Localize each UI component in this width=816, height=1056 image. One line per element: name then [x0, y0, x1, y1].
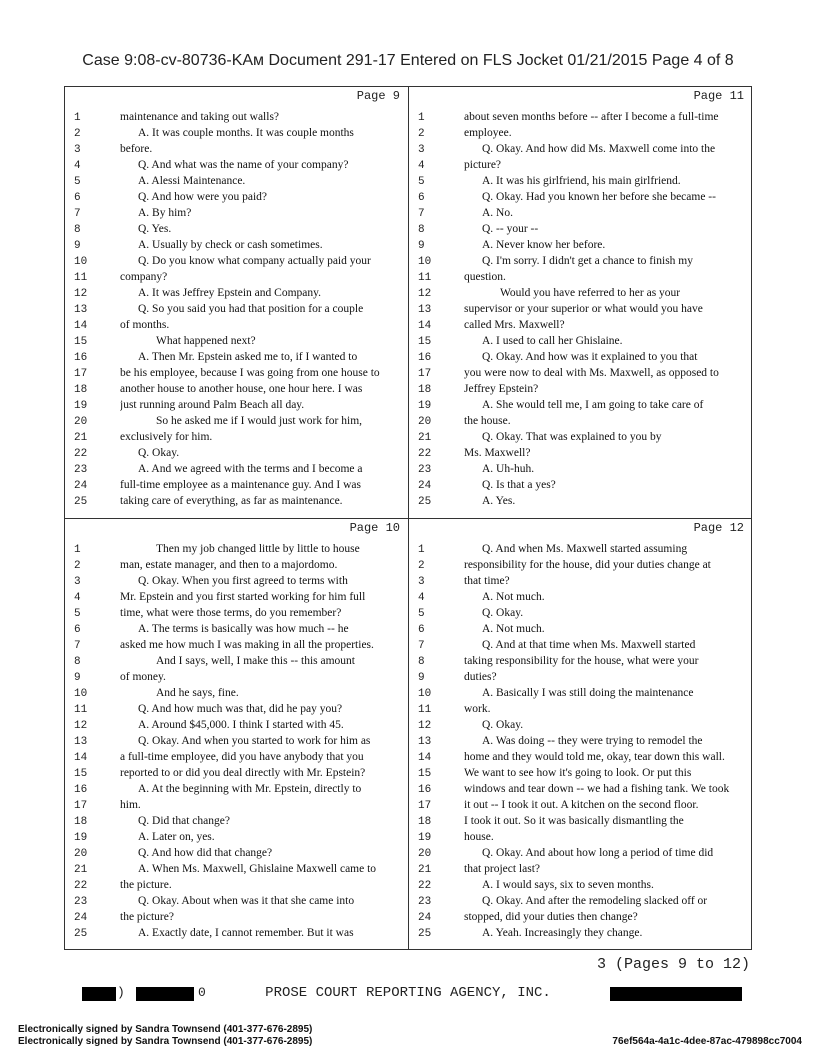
line-number: 3: [418, 144, 425, 156]
line-number: 25: [74, 928, 88, 940]
transcript-line: A. It was Jeffrey Epstein and Company.: [138, 287, 322, 299]
line-number: 5: [74, 608, 81, 620]
transcript-line: question.: [464, 271, 506, 283]
line-number: 23: [74, 896, 88, 908]
line-number: 24: [418, 480, 432, 492]
transcript-line: maintenance and taking out walls?: [120, 111, 280, 123]
transcript-line: What happened next?: [156, 335, 256, 347]
line-number: 18: [418, 816, 432, 828]
transcript-line: Q. Did that change?: [138, 815, 230, 827]
line-number: 17: [74, 800, 88, 812]
transcript-line: you were now to deal with Ms. Maxwell, as opposed to: [464, 367, 719, 379]
transcript-line: A. And we agreed with the terms and I become a: [138, 463, 363, 475]
transcript-line: Q. And how did that change?: [138, 847, 273, 859]
line-number: 10: [74, 688, 88, 700]
line-number: 25: [418, 928, 432, 940]
line-number: 20: [418, 416, 432, 428]
line-number: 12: [74, 288, 88, 300]
line-number: 5: [74, 176, 81, 188]
transcript-line: the picture?: [120, 911, 174, 923]
transcript-line: home and they would told me, okay, tear down this wall.: [464, 751, 725, 763]
transcript-line: Q. Okay. Had you known her before she became --: [482, 191, 716, 203]
transcript-line: Q. Okay.: [138, 447, 180, 459]
line-number: 1: [74, 112, 81, 124]
transcript-line: A. I would says, six to seven months.: [482, 879, 654, 891]
transcript-line: just running around Palm Beach all day.: [120, 399, 305, 411]
transcript-line: Would you have referred to her as your: [500, 287, 681, 299]
transcript-line: taking responsibility for the house, what were your: [464, 655, 699, 667]
line-number: 5: [418, 608, 425, 620]
line-number: 11: [418, 704, 432, 716]
line-number: 1: [418, 112, 425, 124]
transcript-line: A. She would tell me, I am going to take care of: [482, 399, 704, 411]
redaction-bar: [610, 987, 742, 1001]
transcript-line: We want to see how it's going to look. Or put this: [464, 767, 692, 779]
transcript-line: Q. Okay. That was explained to you by: [482, 431, 662, 443]
line-number: 3: [74, 576, 81, 588]
transcript-line: company?: [120, 271, 168, 283]
transcript-line: A. By him?: [138, 207, 192, 219]
transcript-line: A. It was couple months. It was couple months: [138, 127, 354, 139]
line-number: 20: [74, 848, 88, 860]
line-number: 7: [74, 208, 81, 220]
transcript-line: Q. Okay. And how did Ms. Maxwell come into the: [482, 143, 716, 155]
electronic-signature-line: Electronically signed by Sandra Townsend (401-377-676-2895): [18, 1024, 313, 1035]
transcript-line: Q. And how much was that, did he pay you?: [138, 703, 343, 715]
transcript-line: A. Around $45,000. I think I started with 45.: [138, 719, 344, 731]
transcript-line: a full-time employee, did you have anybody that you: [120, 751, 364, 763]
line-number: 4: [418, 160, 425, 172]
agency-name: PROSE COURT REPORTING AGENCY, INC.: [265, 985, 551, 1001]
transcript-line: Q. -- your --: [482, 223, 539, 235]
transcript-line: Then my job changed little by little to house: [156, 543, 360, 555]
transcript-line: Q. Yes.: [138, 223, 172, 235]
transcript-line: I took it out. So it was basically dismantling the: [464, 815, 684, 827]
redaction-fragment: 0: [198, 985, 206, 1000]
transcript-line: A. Uh-huh.: [482, 463, 535, 475]
line-number: 12: [418, 720, 432, 732]
transcript-line: Jeffrey Epstein?: [464, 383, 539, 395]
transcript-line: Q. Is that a yes?: [482, 479, 556, 491]
transcript-line: Q. And when Ms. Maxwell started assuming: [482, 543, 688, 555]
transcript-line: reported to or did you deal directly with Mr. Epstein?: [120, 767, 366, 779]
line-number: 14: [418, 320, 432, 332]
transcript-line: asked me how much I was making in all the properties.: [120, 639, 374, 651]
line-number: 22: [418, 880, 432, 892]
line-number: 20: [418, 848, 432, 860]
transcript-line: A. Later on, yes.: [138, 831, 215, 843]
line-number: 17: [418, 368, 432, 380]
line-number: 6: [418, 624, 425, 636]
line-number: 2: [418, 560, 425, 572]
line-number: 9: [418, 240, 425, 252]
line-number: 18: [418, 384, 432, 396]
line-number: 25: [74, 496, 88, 508]
transcript-line: A. It was his girlfriend, his main girlfriend.: [482, 175, 681, 187]
transcript-line: supervisor or your superior or what would you have: [464, 303, 703, 315]
transcript-line: work.: [464, 703, 491, 715]
line-number: 4: [418, 592, 425, 604]
transcript-line: Q. Okay.: [482, 607, 524, 619]
line-number: 2: [74, 560, 81, 572]
transcript-line: A. Not much.: [482, 591, 545, 603]
line-number: 5: [418, 176, 425, 188]
transcript-line: So he asked me if I would just work for him,: [156, 415, 363, 427]
page-number-label: Page 10: [349, 521, 400, 535]
line-number: 10: [418, 256, 432, 268]
line-number: 21: [74, 432, 88, 444]
transcript-line: full-time employee as a maintenance guy. And I was: [120, 479, 361, 491]
transcript-line: Q. And how were you paid?: [138, 191, 268, 203]
transcript-line: A. When Ms. Maxwell, Ghislaine Maxwell came to: [138, 863, 377, 875]
line-number: 4: [74, 592, 81, 604]
line-number: 21: [74, 864, 88, 876]
transcript-panel-page-10: [64, 518, 408, 950]
transcript-line: that time?: [464, 575, 510, 587]
transcript-line: house.: [464, 831, 494, 843]
page-range-label: 3 (Pages 9 to 12): [596, 956, 750, 973]
line-number: 8: [418, 656, 425, 668]
transcript-line: him.: [120, 799, 141, 811]
transcript-line: A. Not much.: [482, 623, 545, 635]
transcript-line: A. Usually by check or cash sometimes.: [138, 239, 323, 251]
transcript-line: the picture.: [120, 879, 172, 891]
line-number: 2: [74, 128, 81, 140]
line-number: 15: [74, 336, 88, 348]
transcript-line: the house.: [464, 415, 511, 427]
line-number: 3: [418, 576, 425, 588]
transcript-line: responsibility for the house, did your duties change at: [464, 559, 711, 571]
line-number: 9: [74, 672, 81, 684]
transcript-panel-page-12: [408, 518, 752, 950]
line-number: 16: [418, 352, 432, 364]
transcript-line: duties?: [464, 671, 497, 683]
line-number: 24: [418, 912, 432, 924]
line-number: 23: [418, 896, 432, 908]
transcript-line: about seven months before -- after I become a full-time: [464, 111, 719, 123]
transcript-line: A. Never know her before.: [482, 239, 606, 251]
line-number: 10: [418, 688, 432, 700]
line-number: 16: [74, 352, 88, 364]
transcript-line: A. Was doing -- they were trying to remodel the: [482, 735, 703, 747]
line-number: 14: [74, 752, 88, 764]
transcript-line: Mr. Epstein and you first started working for him full: [120, 591, 366, 603]
transcript-line: Q. Okay. And after the remodeling slacked off or: [482, 895, 708, 907]
line-number: 19: [418, 400, 432, 412]
transcript-line: Ms. Maxwell?: [464, 447, 531, 459]
line-number: 12: [74, 720, 88, 732]
line-number: 22: [74, 880, 88, 892]
transcript-line: Q. I'm sorry. I didn't get a chance to finish my: [482, 255, 693, 267]
transcript-line: A. The terms is basically was how much -- he: [138, 623, 349, 635]
line-number: 23: [418, 464, 432, 476]
transcript-panel-page-9: [64, 86, 408, 518]
transcript-line: Q. Do you know what company actually paid your: [138, 255, 371, 267]
transcript-line: Q. Okay. And about how long a period of time did: [482, 847, 714, 859]
line-number: 19: [74, 832, 88, 844]
line-number: 3: [74, 144, 81, 156]
line-number: 4: [74, 160, 81, 172]
line-number: 17: [74, 368, 88, 380]
transcript-line: A. Alessi Maintenance.: [138, 175, 246, 187]
line-number: 12: [418, 288, 432, 300]
line-number: 6: [418, 192, 425, 204]
transcript-line: Q. And what was the name of your company?: [138, 159, 349, 171]
transcript-line: it out -- I took it out. A kitchen on the second floor.: [464, 799, 699, 811]
transcript-line: stopped, did your duties then change?: [464, 911, 638, 923]
line-number: 8: [74, 224, 81, 236]
transcript-line: A. No.: [482, 207, 513, 219]
case-header: Case 9:08-cv-80736-KAᴍ Document 291-17 Entered on FLS Jocket 01/21/2015 Page 4 of 8: [82, 52, 734, 69]
page-number-label: Page 9: [356, 89, 400, 103]
line-number: 19: [418, 832, 432, 844]
document-hash: 76ef564a-4a1c-4dee-87ac-479898cc7004: [612, 1036, 802, 1047]
transcript-panel-page-11: [408, 86, 752, 518]
transcript-line: time, what were those terms, do you remember?: [120, 607, 342, 619]
transcript-line: picture?: [464, 159, 502, 171]
electronic-signature-line: Electronically signed by Sandra Townsend (401-377-676-2895): [18, 1036, 313, 1047]
line-number: 11: [74, 704, 88, 716]
line-number: 17: [418, 800, 432, 812]
transcript-line: Q. So you said you had that position for a couple: [138, 303, 364, 315]
transcript-line: A. I used to call her Ghislaine.: [482, 335, 623, 347]
transcript-line: before.: [120, 143, 153, 155]
line-number: 22: [74, 448, 88, 460]
line-number: 10: [74, 256, 88, 268]
line-number: 8: [74, 656, 81, 668]
transcript-line: called Mrs. Maxwell?: [464, 319, 565, 331]
line-number: 23: [74, 464, 88, 476]
line-number: 21: [418, 432, 432, 444]
transcript-line: And he says, fine.: [156, 687, 239, 699]
transcript-line: man, estate manager, and then to a majordomo.: [120, 559, 338, 571]
line-number: 18: [74, 384, 88, 396]
line-number: 7: [418, 640, 425, 652]
page-number-label: Page 11: [693, 89, 744, 103]
line-number: 14: [418, 752, 432, 764]
line-number: 25: [418, 496, 432, 508]
line-number: 7: [74, 640, 81, 652]
transcript-line: taking care of everything, as far as maintenance.: [120, 495, 343, 507]
line-number: 1: [74, 544, 81, 556]
line-number: 11: [418, 272, 432, 284]
transcript-line: A. Then Mr. Epstein asked me to, if I wanted to: [138, 351, 358, 363]
transcript-line: employee.: [464, 127, 512, 139]
line-number: 11: [74, 272, 88, 284]
transcript-line: exclusively for him.: [120, 431, 213, 443]
line-number: 13: [74, 304, 88, 316]
transcript-line: be his employee, because I was going from one house to: [120, 367, 380, 379]
line-number: 22: [418, 448, 432, 460]
line-number: 9: [74, 240, 81, 252]
line-number: 13: [418, 736, 432, 748]
line-number: 24: [74, 912, 88, 924]
transcript-line: of months.: [120, 319, 170, 331]
line-number: 8: [418, 224, 425, 236]
transcript-line: A. Exactly date, I cannot remember. But it was: [138, 927, 354, 939]
transcript-line: Q. And at that time when Ms. Maxwell started: [482, 639, 696, 651]
line-number: 13: [418, 304, 432, 316]
transcript-line: windows and tear down -- we had a fishing tank. We took: [464, 783, 730, 795]
transcript-line: Q. Okay. And when you started to work for him as: [138, 735, 371, 747]
line-number: 9: [418, 672, 425, 684]
transcript-line: that project last?: [464, 863, 540, 875]
line-number: 19: [74, 400, 88, 412]
transcript-line: Q. Okay. And how was it explained to you that: [482, 351, 698, 363]
line-number: 15: [418, 336, 432, 348]
transcript-line: Q. Okay. About when was it that she came into: [138, 895, 355, 907]
line-number: 6: [74, 624, 81, 636]
redaction-fragment: ): [117, 985, 125, 1000]
line-number: 13: [74, 736, 88, 748]
transcript-line: another house to another house, one hour here. I was: [120, 383, 363, 395]
line-number: 14: [74, 320, 88, 332]
line-number: 2: [418, 128, 425, 140]
line-number: 18: [74, 816, 88, 828]
line-number: 21: [418, 864, 432, 876]
transcript-line: Q. Okay.: [482, 719, 524, 731]
line-number: 16: [418, 784, 432, 796]
line-number: 15: [418, 768, 432, 780]
line-number: 24: [74, 480, 88, 492]
transcript-line: A. Basically I was still doing the maintenance: [482, 687, 694, 699]
line-number: 15: [74, 768, 88, 780]
transcript-line: A. Yes.: [482, 495, 516, 507]
transcript-line: A. At the beginning with Mr. Epstein, directly to: [138, 783, 362, 795]
transcript-line: And I says, well, I make this -- this amount: [156, 655, 355, 667]
line-number: 16: [74, 784, 88, 796]
transcript-line: Q. Okay. When you first agreed to terms with: [138, 575, 348, 587]
transcript-line: A. Yeah. Increasingly they change.: [482, 927, 643, 939]
line-number: 6: [74, 192, 81, 204]
line-number: 7: [418, 208, 425, 220]
page-number-label: Page 12: [693, 521, 744, 535]
line-number: 20: [74, 416, 88, 428]
line-number: 1: [418, 544, 425, 556]
transcript-line: of money.: [120, 671, 166, 683]
